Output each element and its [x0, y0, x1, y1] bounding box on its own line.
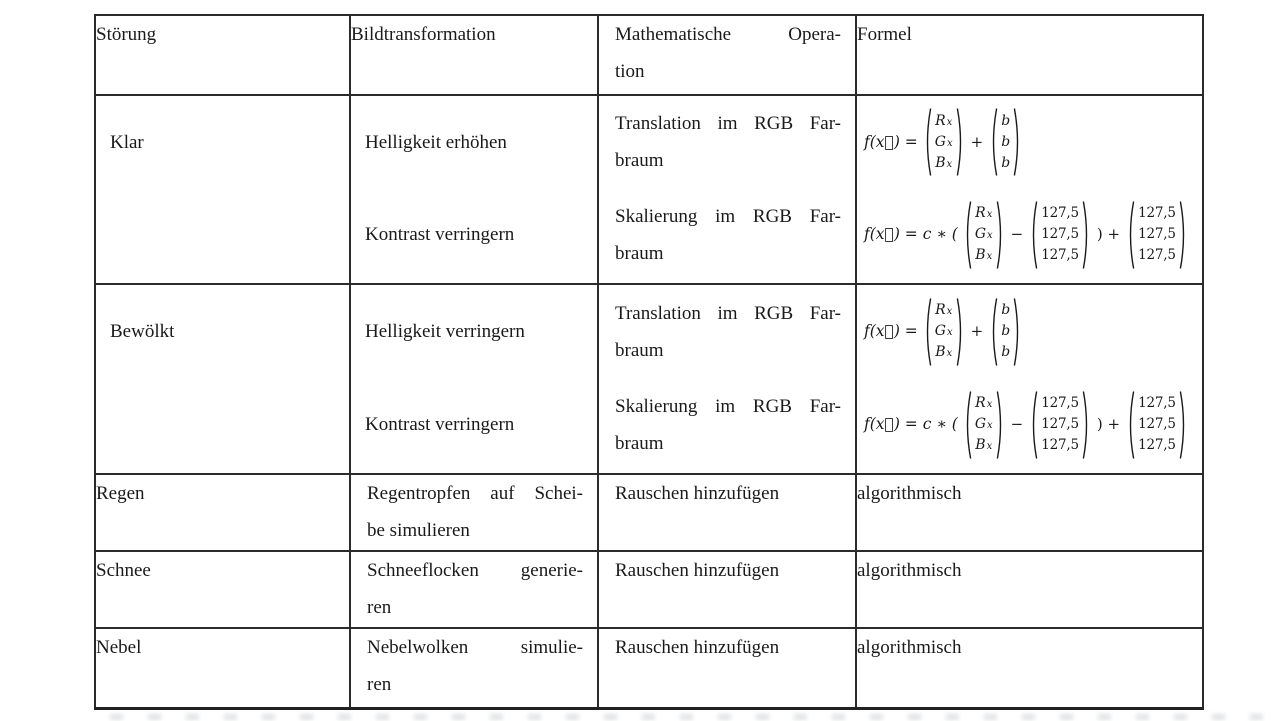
cell-stoerung-nebel: [95, 628, 350, 708]
header-cell-operation: [598, 15, 856, 95]
column-header: Formel: [857, 24, 912, 45]
operation-entry: [599, 378, 855, 471]
operation-line2: braum: [615, 242, 664, 264]
header-cell-bildtransformation: [350, 15, 598, 95]
vector-entry: B x: [935, 154, 953, 171]
row-regen: [95, 474, 1203, 551]
vector-entry: b: [1001, 344, 1011, 360]
open-paren-icon: [989, 297, 998, 367]
offset-vector: [1126, 390, 1188, 460]
transform-entry: Kontrast verringern: [365, 414, 515, 435]
operation-entry: Rauschen hinzufügen: [615, 483, 780, 504]
vector-entry: b: [1001, 133, 1011, 150]
cell-operation-nebel: [598, 628, 856, 708]
operation-line2: braum: [615, 339, 664, 361]
minus-operator: −: [1010, 415, 1024, 433]
transform-line2: ren: [367, 597, 392, 618]
open-paren-icon: [989, 107, 998, 177]
operation-line1: Translation im RGB Far-: [615, 302, 841, 324]
rgb-vector: [963, 200, 1005, 270]
vector-entry: G x: [974, 226, 993, 243]
plus-operator: +: [970, 322, 984, 340]
vector-entry: 127,5: [1041, 247, 1079, 264]
vector-entry: 127,5: [1138, 226, 1176, 243]
rgb-vector: [923, 107, 965, 177]
operation-entry: [599, 285, 855, 378]
close-paren-icon: [1179, 200, 1188, 270]
transform-entry: Kontrast verringern: [365, 224, 515, 246]
formel-entry: algorithmisch: [857, 637, 962, 658]
close-paren-icon: [1179, 390, 1188, 460]
cell-operation-regen: [598, 474, 856, 551]
transform-line2: ren: [367, 674, 392, 695]
plus-operator: +: [970, 132, 984, 151]
vector-entry: R x: [935, 112, 953, 129]
transform-line1: Nebelwolken simulie-: [367, 637, 583, 658]
cell-operation-schnee: [598, 551, 856, 628]
open-paren-icon: [1126, 390, 1135, 460]
mid-vector: [1029, 200, 1091, 270]
transform-entry: Helligkeit erhöhen: [365, 131, 507, 153]
cell-operation-klar: [598, 95, 856, 284]
open-paren-icon: [963, 390, 972, 460]
vector-entry: R x: [935, 302, 953, 318]
row-label: Bewölkt: [110, 321, 175, 342]
column-header: Störung: [96, 24, 157, 45]
header-cell-formel: [856, 15, 1203, 95]
header-cell-stoerung: [95, 15, 350, 95]
row-label: Nebel: [96, 637, 142, 658]
close-paren-icon: [996, 200, 1005, 270]
close-paren-icon: [1013, 107, 1022, 177]
close-paren-icon: [1082, 200, 1091, 270]
row-label: Regen: [96, 483, 145, 504]
operation-line2: braum: [615, 150, 664, 172]
offset-vector: [989, 297, 1022, 367]
row-klar: [95, 95, 1203, 284]
column-header-line2: tion: [615, 61, 645, 82]
vector-entry: R x: [975, 395, 993, 411]
rgb-vector: [963, 390, 1005, 460]
mid-vector: [1029, 390, 1091, 460]
row-schnee: [95, 551, 1203, 628]
cell-stoerung-bewoelkt: [95, 284, 350, 474]
transform-entry: Helligkeit verringern: [365, 321, 525, 342]
cell-transform-regen: [350, 474, 598, 551]
operation-line1: Translation im RGB Far-: [615, 113, 841, 135]
vector-entry: 127,5: [1041, 205, 1079, 222]
vector-entry: G x: [934, 323, 953, 339]
transform-line1: Schneeflocken generie-: [367, 560, 583, 581]
cell-formel-nebel: [856, 628, 1203, 708]
cell-formel-klar: [856, 95, 1203, 284]
cell-stoerung-regen: [95, 474, 350, 551]
vector-entry: B x: [975, 437, 993, 453]
vector-entry: R x: [975, 205, 993, 222]
cell-formel-bewoelkt: [856, 284, 1203, 474]
vector-entry: 127,5: [1138, 395, 1176, 411]
vector-entry: B x: [975, 247, 993, 264]
vector-entry: B x: [935, 344, 953, 360]
formula-lhs: f(x⃗) = c ∗ (: [864, 225, 958, 243]
rgb-vector: [923, 297, 965, 367]
open-paren-icon: [1029, 200, 1038, 270]
cell-transform-schnee: [350, 551, 598, 628]
cell-formel-schnee: [856, 551, 1203, 628]
vector-entry: 127,5: [1138, 247, 1176, 264]
minus-operator: −: [1010, 225, 1024, 244]
vector-entry: 127,5: [1138, 205, 1176, 222]
vector-entry: G x: [974, 416, 993, 432]
cell-stoerung-schnee: [95, 551, 350, 628]
vector-entry: 127,5: [1041, 226, 1079, 243]
close-plus-operator: ) +: [1096, 415, 1121, 433]
vector-entry: b: [1001, 302, 1011, 318]
cropped-next-line-blur: [110, 714, 1280, 720]
formula-scaling: [857, 189, 1202, 282]
cell-transform-klar: [350, 95, 598, 284]
close-paren-icon: [1013, 297, 1022, 367]
open-paren-icon: [1126, 200, 1135, 270]
formula-lhs: f(x⃗) =: [864, 321, 918, 340]
vector-entry: b: [1001, 112, 1011, 129]
offset-vector: [1126, 200, 1188, 270]
vector-entry: G x: [934, 133, 953, 150]
formula-scaling: [857, 378, 1202, 471]
vector-entry: 127,5: [1138, 437, 1176, 453]
transform-line1: Regentropfen auf Schei-: [367, 483, 583, 504]
column-header: Bildtransformation: [351, 24, 496, 45]
operation-entry: [599, 96, 855, 189]
transform-line2: be simulieren: [367, 520, 470, 541]
operation-entry: Rauschen hinzufügen: [615, 637, 780, 658]
close-paren-icon: [1082, 390, 1091, 460]
cell-formel-regen: [856, 474, 1203, 551]
operation-entry: Rauschen hinzufügen: [615, 560, 780, 581]
row-bewoelkt: [95, 284, 1203, 474]
operation-entry: [599, 189, 855, 282]
open-paren-icon: [1029, 390, 1038, 460]
vector-entry: 127,5: [1041, 416, 1079, 432]
operation-line1: Skalierung im RGB Far-: [615, 205, 841, 227]
close-paren-icon: [996, 390, 1005, 460]
operation-line2: braum: [615, 432, 664, 454]
formula-translation: [857, 96, 1202, 189]
vector-entry: b: [1001, 154, 1011, 171]
column-header-line1: Mathematische Opera-: [615, 24, 841, 45]
formula-lhs: f(x⃗) = c ∗ (: [864, 414, 958, 433]
formula-lhs: f(x⃗) =: [864, 132, 918, 151]
vector-entry: 127,5: [1138, 416, 1176, 432]
open-paren-icon: [923, 297, 932, 367]
operation-line1: Skalierung im RGB Far-: [615, 395, 841, 417]
formel-entry: algorithmisch: [857, 483, 962, 504]
row-nebel: [95, 628, 1203, 708]
cell-transform-bewoelkt: [350, 284, 598, 474]
formel-entry: algorithmisch: [857, 560, 962, 581]
offset-vector: [989, 107, 1022, 177]
formula-translation: [857, 285, 1202, 378]
row-label: Schnee: [96, 560, 151, 581]
close-paren-icon: [956, 297, 965, 367]
vector-entry: 127,5: [1041, 437, 1079, 453]
row-label: Klar: [110, 131, 144, 153]
cell-operation-bewoelkt: [598, 284, 856, 474]
vector-entry: b: [1001, 323, 1011, 339]
open-paren-icon: [923, 107, 932, 177]
close-plus-operator: ) +: [1096, 225, 1121, 244]
transformations-table: [94, 14, 1204, 710]
close-paren-icon: [956, 107, 965, 177]
cell-transform-nebel: [350, 628, 598, 708]
cell-stoerung-klar: [95, 95, 350, 284]
vector-entry: 127,5: [1041, 395, 1079, 411]
header-row: [95, 15, 1203, 95]
open-paren-icon: [963, 200, 972, 270]
